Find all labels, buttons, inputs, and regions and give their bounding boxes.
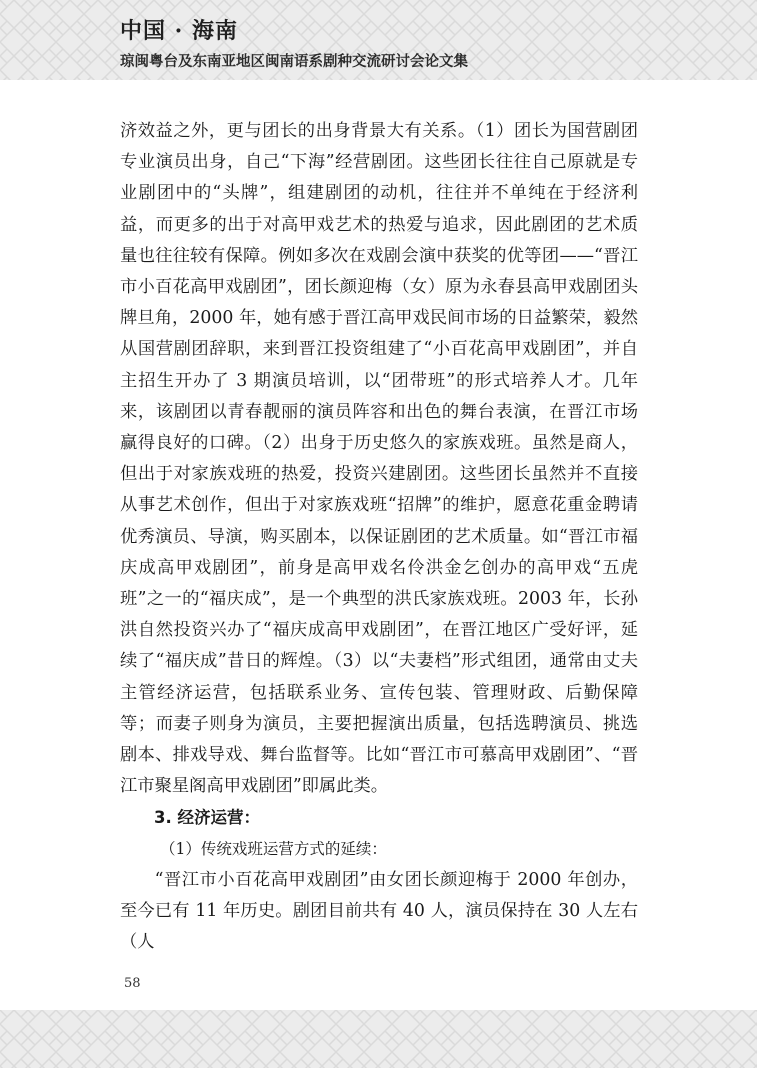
page-footer bbox=[0, 1010, 757, 1068]
page-number: 58 bbox=[124, 976, 141, 991]
sub-heading: （1）传统戏班运营方式的延续： bbox=[160, 839, 387, 858]
article-body bbox=[120, 116, 638, 958]
body-paragraph: 济效益之外，更与团长的出身背景大有关系。（1）团长为国营剧团专业演员出身，自己“下海”经营剧团。这些团长往往自己原就是专业剧团中的“头牌”，组建剧团的动机，往往并不单纯在于经济利益，而更多的出于对高甲戏艺术的热爱与追求，因此剧团的艺术质量也往往较有保障。例如多次在戏剧会演中获奖的优等团——“晋江市小百花高甲戏剧团”，团长颜迎梅（女）原为永春县高甲戏剧团头牌旦角，2000 年，她有感于晋江高甲戏民间市场的日益繁荣，毅然从国营剧团辞职，来到晋江投资组建了“小百花高甲戏剧团”，并自主招生开办了 3 期演员培训，以“团带班”的形式培养人才。几年来，该剧团以青春靓丽的演员阵容和出色的舞台表演，在晋江市场赢得良好的口碑。（2）出身于历史悠久的家族戏班。虽然是商人，但出于对家族戏班的热爱，投资兴建剧团。这些团长虽然并不直接从事艺术创作，但出于对家族戏班“招牌”的维护，愿意花重金聘请优秀演员、导演，购买剧本，以保证剧团的艺术质量。如“晋江市福庆成高甲戏剧团”，前身是高甲戏名伶洪金乞创办的高甲戏“五虎班”之一的“福庆成”，是一个典型的洪氏家族戏班。2003 年，长孙洪自然投资兴办了“福庆成高甲戏剧团”，在晋江地区广受好评，延续了“福庆成”昔日的辉煌。（3）以“夫妻档”形式组团，通常由丈夫主管经济运营，包括联系业务、宣传包装、管理财政、后勤保障等；而妻子则身为演员，主要把握演出质量，包括选聘演员、挑选剧本、排戏导戏、舞台监督等。比如“晋江市可慕高甲戏剧团”、“晋江市聚星阁高甲戏剧团”即属此类。 bbox=[120, 121, 638, 797]
journal-subtitle: 琼闽粤台及东南亚地区闽南语系剧种交流研讨会论文集 bbox=[120, 54, 468, 70]
journal-title: 中国 · 海南 bbox=[120, 18, 238, 44]
page-header bbox=[0, 0, 757, 80]
body-paragraph: “晋江市小百花高甲戏剧团”由女团长颜迎梅于 2000 年创办，至今已有 11 年历史。剧团目前共有 40 人，演员保持在 30 人左右（人 bbox=[120, 869, 638, 953]
section-heading: 3. 经济运营： bbox=[154, 808, 260, 828]
lattice-pattern-footer bbox=[0, 1010, 757, 1068]
